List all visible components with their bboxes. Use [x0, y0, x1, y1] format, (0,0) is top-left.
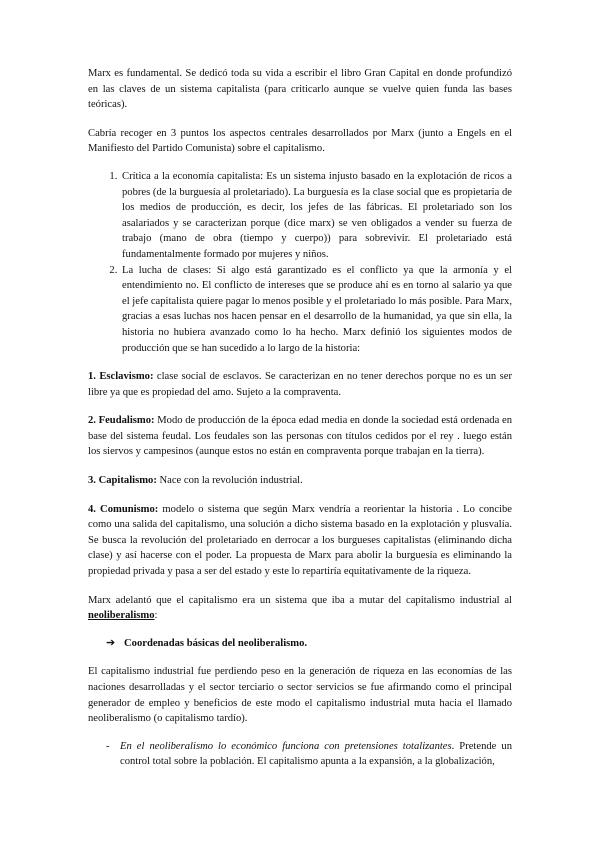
dash-item-italic: En el neoliberalismo lo económico funciona con pretensiones totalizantes	[120, 740, 452, 752]
mode-feudalism	[88, 413, 512, 460]
intro-paragraph: Marx es fundamental. Se dedicó toda su vida a escribir el libro Gran Capital en donde profundizó en las claves de un sistema capitalista (para criticarlo aunque se vuelve quien funda las bases teóricas).	[88, 68, 512, 111]
dash-item-rest: . Pretende un control total sobre la población. El capitalismo apunta a la expansión, a la globalización,	[120, 740, 512, 768]
colon: :	[154, 610, 158, 622]
neoliberalism-intro	[88, 593, 512, 624]
mode-text: Modo de producción de la época edad media en donde la sociedad está ordenada en base del sistema feudal. Los feudales son las personas con títulos cedidos por el rey . luego están los siervos y campesinos (aunque estos no están en compraventa porque trabajan en la tierra).	[88, 415, 512, 458]
mode-title: 4. Comunismo:	[88, 503, 159, 515]
arrow-right-icon: ➔	[106, 636, 116, 649]
mode-text: Nace con la revolución industrial.	[156, 475, 303, 487]
dash-item-text	[120, 739, 512, 770]
mode-text: clase social de esclavos. Se caracterizan en no tener derechos porque no es un ser libre ya que es propiedad del amo. Sujeto a la compraventa.	[88, 371, 512, 398]
mode-capitalism	[88, 473, 512, 489]
dash-bullet-icon: -	[106, 740, 110, 752]
mode-communism	[88, 502, 512, 580]
dash-bullet-item	[88, 739, 512, 770]
list-item-class-struggle: 2. La lucha de clases: Si algo está garantizado es el conflicto ya que la armonía y el entendimiento no. El conflicto de intereses que se produce ahí es en torno al salario ya que el jefe capitalista quiere pagar lo menos posible y el proletariado lo más posible. Para Marx, gracias a esas luchas nos hacen pensar en el desarrollo de la humanidad, ya que sin ella, la historia no hubiera avanzado como lo ha hecho. Marx definió los siguientes modos de producción que se han sucedido a lo largo de la historia:	[120, 263, 512, 357]
arrow-bullet-item	[88, 636, 512, 652]
mode-title: 3. Capitalismo:	[88, 475, 157, 487]
numbered-list	[88, 169, 512, 356]
mode-title: 2. Feudalismo:	[88, 415, 155, 427]
mode-text: modelo o sistema que según Marx vendría a reorientar la historia . Lo concibe como una salida del capitalismo, una solución a dicho sistema basado en la explotación y plusvalía. Se busca la revolución del proletariado en derrocar a los burgueses capitalistas (eliminando dicha clase) y así hacerse con el poder. La propuesta de Marx para abolir la burguesía es eliminando la propiedad privada y pasa a ser del estado y este lo repartiría equitativamente de la riqueza.	[88, 503, 512, 578]
neoliberalism-intro-text: Marx adelantó que el capitalismo era un sistema que iba a mutar del capitalismo industrial al	[88, 594, 512, 606]
neoliberalism-paragraph: El capitalismo industrial fue perdiendo peso en la generación de riqueza en las economías de las naciones desarrolladas y el sector terciario o sector servicios se fue afirmando como el principal generador de empleo y beneficios de este modo el capitalismo industrial muta hacia el llamado neoliberalismo (o capitalismo tardío).	[88, 666, 512, 725]
neoliberalism-term: neoliberalismo	[88, 610, 155, 622]
list-item-critique: 1. Crítica a la economía capitalista: Es un sistema injusto basado en la explotación de ricos a pobres (de la burguesía al proletariado). La burguesía es la clase social que es propietaria de los medios de producción, es decir, los jefes de las fábricas. El proletariado son los asalariados y se caracterizan porque (dice marx) se ven obligados a vender su fuerza de trabajo (mano de obra (tiempo y cuerpo)) para sobrevivir. El proletariado está fundamentalmente formado por mujeres y niños.	[120, 169, 512, 263]
mode-title: 1. Esclavismo:	[88, 371, 154, 383]
arrow-item-text: Coordenadas básicas del neoliberalismo.	[124, 637, 308, 649]
mode-slavery	[88, 369, 512, 400]
summary-paragraph: Cabría recoger en 3 puntos los aspectos centrales desarrollados por Marx (junto a Engels en el Manifiesto del Partido Comunista) sobre el capitalismo.	[88, 127, 512, 155]
